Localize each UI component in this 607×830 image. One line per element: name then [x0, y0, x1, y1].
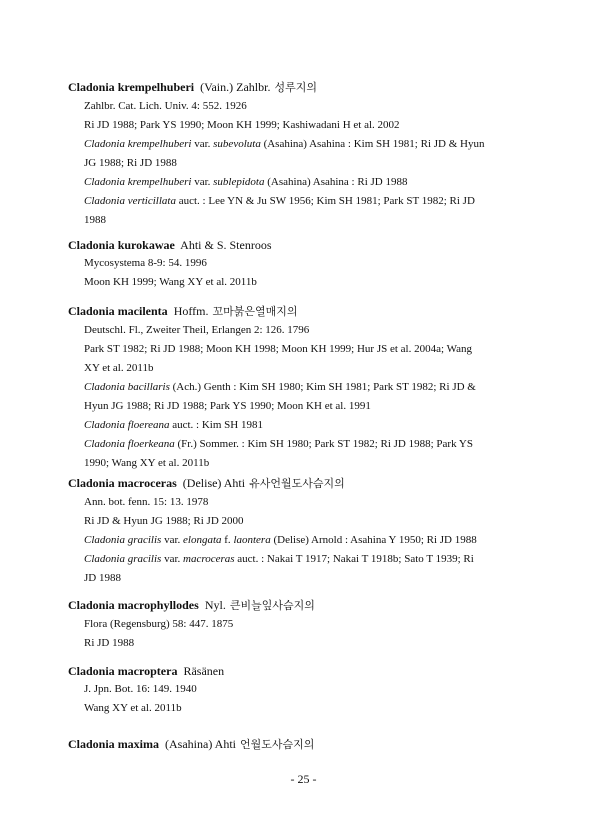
korean-name: 유사언월도사슴지의 — [249, 477, 345, 490]
genus-name: Cladonia — [68, 664, 115, 678]
entry-heading — [68, 302, 538, 321]
citation-text: var. — [191, 176, 214, 188]
species-epithet: macroceras — [117, 476, 177, 490]
citation-block — [84, 97, 538, 230]
citation-text: Moon KH 1999; Wang XY et al. 2011b — [84, 276, 257, 288]
citation-block — [84, 321, 538, 473]
citation-line — [84, 454, 538, 473]
entry-heading — [68, 662, 538, 680]
citation-text: f. — [221, 534, 234, 546]
synonym-name: laontera — [233, 534, 271, 546]
author-citation: Räsänen — [180, 664, 225, 678]
author-citation: Hoffm. — [170, 304, 209, 318]
citation-text: JD 1988 — [84, 572, 121, 584]
korean-name: 언월도사슴지의 — [240, 738, 315, 751]
citation-line — [84, 699, 538, 718]
korean-name: 성루지의 — [274, 81, 317, 94]
species-epithet: macilenta — [117, 304, 168, 318]
synonym-name: Cladonia krempelhuberi — [84, 138, 192, 150]
citation-text: 1990; Wang XY et al. 2011b — [84, 457, 210, 469]
citation-text: (Fr.) Sommer. : Kim SH 1980; Park ST 1982; Ri JD 1988; Park YS — [174, 438, 473, 450]
synonym-name: subevoluta — [213, 138, 261, 150]
species-entry — [68, 78, 538, 230]
citation-text: 1988 — [84, 214, 106, 226]
species-entry — [68, 662, 538, 718]
citation-line — [84, 135, 538, 154]
citation-block — [84, 254, 538, 292]
citation-line — [84, 634, 538, 653]
species-epithet: krempelhuberi — [117, 80, 195, 94]
synonym-name: Cladonia gracilis — [84, 553, 162, 565]
genus-name: Cladonia — [68, 598, 115, 612]
synonym-name: sublepidota — [213, 176, 265, 188]
citation-line — [84, 680, 538, 699]
author-citation: (Vain.) Zahlbr. — [197, 80, 271, 94]
species-entry — [68, 596, 538, 653]
citation-text: Deutschl. Fl., Zweiter Theil, Erlangen 2: 126. 1796 — [84, 324, 310, 336]
citation-line — [84, 173, 538, 192]
citation-line — [84, 512, 538, 531]
synonym-name: Cladonia floerkeana — [84, 438, 175, 450]
citation-text: (Asahina) Asahina : Ri JD 1988 — [264, 176, 408, 188]
genus-name: Cladonia — [68, 304, 115, 318]
citation-text: Park ST 1982; Ri JD 1988; Moon KH 1998; Moon KH 1999; Hur JS et al. 2004a; Wang — [84, 343, 472, 355]
citation-text: (Asahina) Asahina : Kim SH 1981; Ri JD & Hyun — [260, 138, 485, 150]
synonym-name: Cladonia krempelhuberi — [84, 176, 192, 188]
entry-heading — [68, 236, 538, 254]
citation-line — [84, 254, 538, 273]
citation-line — [84, 340, 538, 359]
citation-block — [84, 493, 538, 588]
species-epithet: kurokawae — [117, 238, 175, 252]
synonym-name: Cladonia floereana — [84, 419, 170, 431]
citation-text: JG 1988; Ri JD 1988 — [84, 157, 177, 169]
species-epithet: macrophyllodes — [117, 598, 199, 612]
citation-line — [84, 154, 538, 173]
citation-block — [84, 615, 538, 653]
entry-heading — [68, 735, 538, 754]
citation-block — [84, 680, 538, 718]
entry-heading — [68, 596, 538, 615]
citation-line — [84, 550, 538, 569]
species-epithet: maxima — [117, 737, 160, 751]
genus-name: Cladonia — [68, 737, 115, 751]
synonym-name: Cladonia gracilis — [84, 534, 162, 546]
genus-name: Cladonia — [68, 238, 115, 252]
citation-line — [84, 321, 538, 340]
citation-line — [84, 531, 538, 550]
citation-text: auct. : Lee YN & Ju SW 1956; Kim SH 1981; Park ST 1982; Ri JD — [175, 195, 475, 207]
citation-line — [84, 116, 538, 135]
citation-text: J. Jpn. Bot. 16: 149. 1940 — [84, 683, 197, 695]
synonym-name: Cladonia verticillata — [84, 195, 176, 207]
citation-text: Ri JD 1988; Park YS 1990; Moon KH 1999; Kashiwadani H et al. 2002 — [84, 119, 400, 131]
citation-line — [84, 397, 538, 416]
species-entry — [68, 735, 538, 754]
genus-name: Cladonia — [68, 476, 115, 490]
citation-line — [84, 378, 538, 397]
korean-name: 큰비늘잎사슴지의 — [229, 599, 315, 612]
citation-text: var. — [161, 553, 184, 565]
citation-line — [84, 192, 538, 211]
synonym-name: elongata — [183, 534, 222, 546]
citation-text: Ri JD 1988 — [84, 637, 135, 649]
synonym-name: Cladonia bacillaris — [84, 381, 170, 393]
citation-text: Mycosystema 8-9: 54. 1996 — [84, 257, 207, 269]
citation-text: Wang XY et al. 2011b — [84, 702, 182, 714]
species-epithet: macroptera — [117, 664, 178, 678]
citation-text: (Ach.) Genth : Kim SH 1980; Kim SH 1981; Park ST 1982; Ri JD & — [169, 381, 476, 393]
page-number: - 25 - — [290, 772, 317, 786]
citation-text: auct. : Kim SH 1981 — [169, 419, 263, 431]
author-citation: Nyl. — [201, 598, 226, 612]
citation-line — [84, 273, 538, 292]
citation-line — [84, 359, 538, 378]
entry-heading — [68, 78, 538, 97]
genus-name: Cladonia — [68, 80, 115, 94]
citation-text: Ri JD & Hyun JG 1988; Ri JD 2000 — [84, 515, 244, 527]
citation-line — [84, 416, 538, 435]
citation-text: Hyun JG 1988; Ri JD 1988; Park YS 1990; Moon KH et al. 1991 — [84, 400, 371, 412]
citation-line — [84, 97, 538, 116]
citation-line — [84, 615, 538, 634]
citation-line — [84, 569, 538, 588]
author-citation: (Asahina) Ahti — [162, 737, 237, 751]
citation-line — [84, 435, 538, 454]
citation-text: Flora (Regensburg) 58: 447. 1875 — [84, 618, 234, 630]
citation-text: Zahlbr. Cat. Lich. Univ. 4: 552. 1926 — [84, 100, 247, 112]
species-entry — [68, 474, 538, 588]
citation-text: auct. : Nakai T 1917; Nakai T 1918b; Sato T 1939; Ri — [234, 553, 474, 565]
korean-name: 꼬마붉은열매지의 — [212, 305, 298, 318]
citation-text: (Delise) Arnold : Asahina Y 1950; Ri JD 1988 — [270, 534, 477, 546]
citation-text: Ann. bot. fenn. 15: 13. 1978 — [84, 496, 209, 508]
author-citation: Ahti & S. Stenroos — [177, 238, 272, 252]
citation-line — [84, 211, 538, 230]
species-entry — [68, 302, 538, 473]
citation-text: var. — [161, 534, 184, 546]
citation-line — [84, 493, 538, 512]
author-citation: (Delise) Ahti — [179, 476, 246, 490]
species-entry — [68, 236, 538, 292]
synonym-name: macroceras — [183, 553, 235, 565]
citation-text: var. — [191, 138, 214, 150]
citation-text: XY et al. 2011b — [84, 362, 154, 374]
entry-heading — [68, 474, 538, 493]
